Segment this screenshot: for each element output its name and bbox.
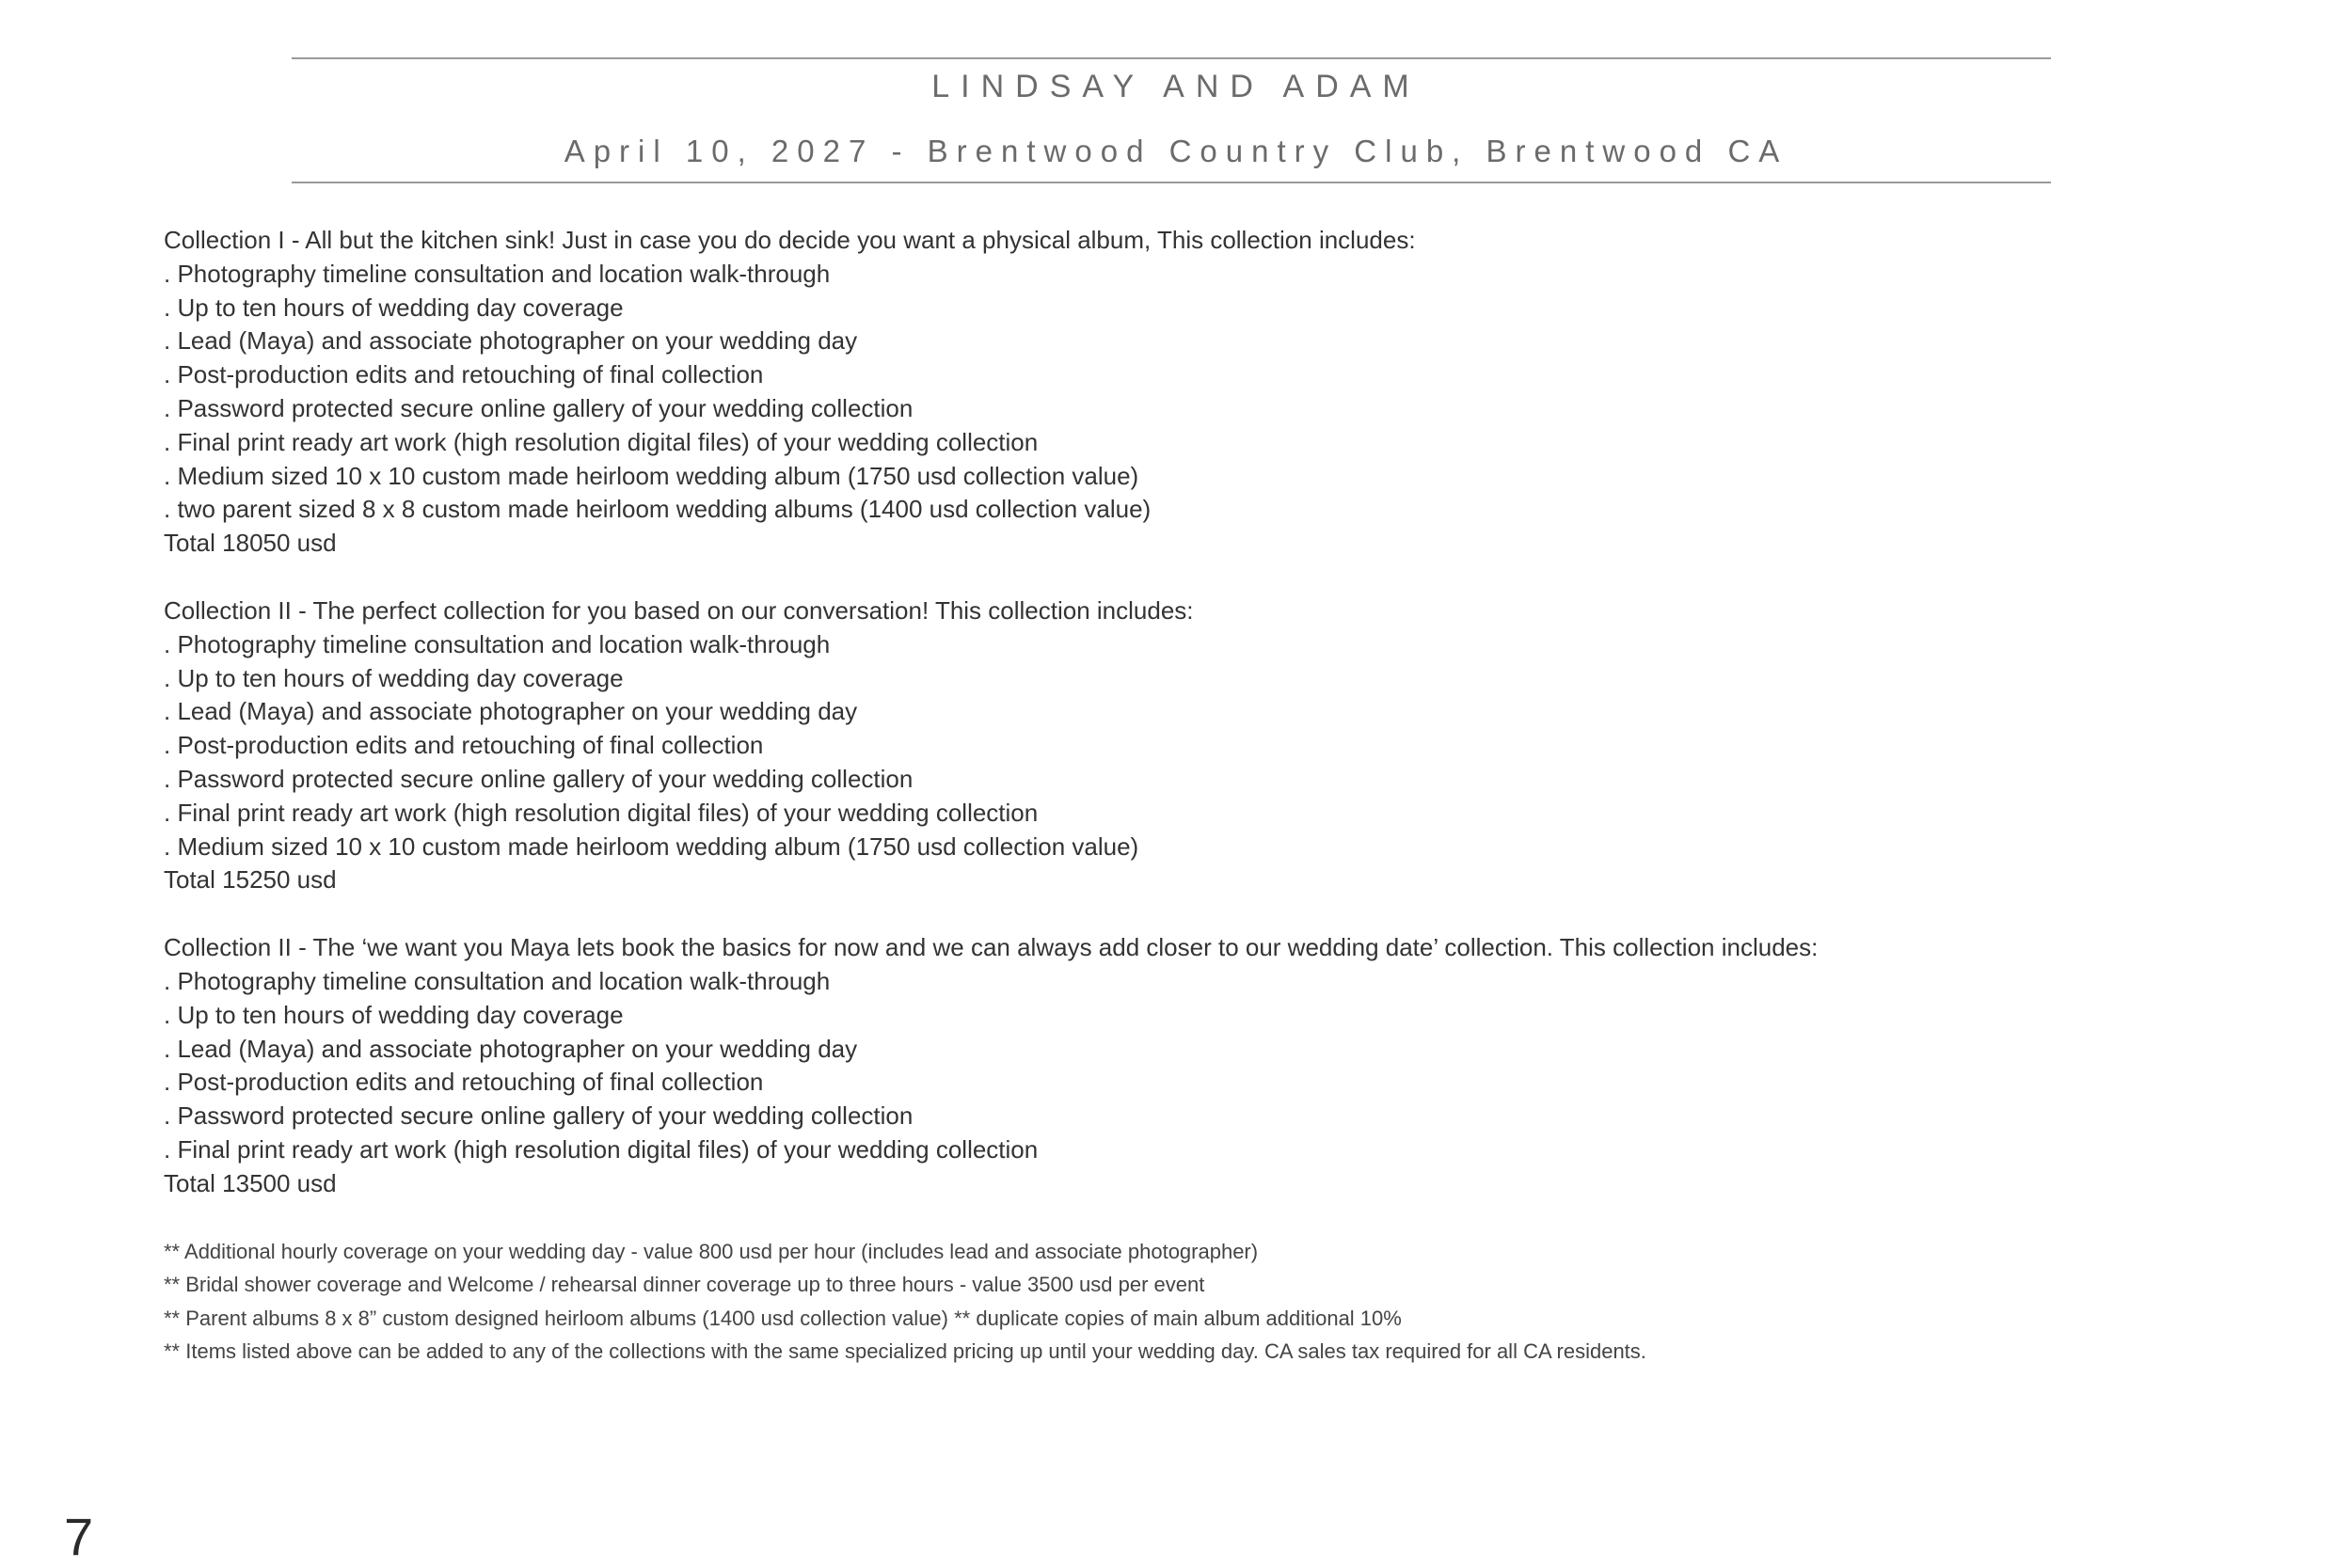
note-item: ** Additional hourly coverage on your wedding day - value 800 usd per hour (includes lead and associate photographer) [164,1239,1259,1263]
list-item: . Medium sized 10 x 10 custom made heirloom wedding album (1750 usd collection value) [164,461,1139,490]
collection-intro: Collection II - The ‘we want you Maya lets book the basics for now and we can always add closer to our wedding date’ collection. This collection includes: [164,933,1819,962]
collection-intro: Collection II - The perfect collection for you based on our conversation! This collection includes: [164,595,1194,625]
collection-total: Total 15250 usd [164,865,337,895]
page-number: 7 [64,1507,94,1566]
note-item: ** Bridal shower coverage and Welcome / rehearsal dinner coverage up to three hours - value 3500 usd per event [164,1273,1205,1297]
list-item: . Password protected secure online gallery of your wedding collection [164,764,914,793]
list-item: . Photography timeline consultation and location walk-through [164,259,831,288]
list-item: . Lead (Maya) and associate photographer on your wedding day [164,326,858,356]
collections-content [164,224,2233,1369]
note-item: ** Parent albums 8 x 8” custom designed heirloom albums (1400 usd collection value) ** duplicate copies of main album additional 10% [164,1306,1402,1330]
collection-1 [164,224,2233,561]
list-item: . Photography timeline consultation and location walk-through [164,629,831,658]
list-item: . Post-production edits and retouching of final collection [164,731,764,760]
list-item: . Final print ready art work (high resolution digital files) of your wedding collection [164,427,1039,456]
list-item: . Post-production edits and retouching of final collection [164,1068,764,1097]
list-item: . Lead (Maya) and associate photographer on your wedding day [164,697,858,726]
list-item: . two parent sized 8 x 8 custom made heirloom wedding albums (1400 usd collection value) [164,495,1152,524]
event-date-venue: April 10, 2027 - Brentwood Country Club, Brentwood CA [564,134,1788,168]
header-bottom-rule [292,182,2051,183]
list-item: . Up to ten hours of wedding day coverage [164,1000,624,1029]
list-item: . Up to ten hours of wedding day coverage [164,293,624,322]
list-item: . Up to ten hours of wedding day coverage [164,663,624,692]
collection-2 [164,594,2233,897]
list-item: . Final print ready art work (high resolution digital files) of your wedding collection [164,798,1039,827]
collection-total: Total 18050 usd [164,529,337,558]
collection-intro: Collection I - All but the kitchen sink! Just in case you do decide you want a physical album, This collection includes: [164,226,1416,254]
list-item: . Post-production edits and retouching of final collection [164,360,764,389]
couple-names: LINDSAY AND ADAM [931,69,1421,104]
list-item: . Lead (Maya) and associate photographer on your wedding day [164,1034,858,1063]
list-item: . Password protected secure online gallery of your wedding collection [164,393,914,422]
list-item: . Password protected secure online gallery of your wedding collection [164,1101,914,1131]
list-item: . Final print ready art work (high resolution digital files) of your wedding collection [164,1134,1039,1164]
additional-notes [164,1235,2233,1369]
header-top-rule [292,57,2051,59]
list-item: . Medium sized 10 x 10 custom made heirloom wedding album (1750 usd collection value) [164,832,1139,861]
note-item: ** Items listed above can be added to any of the collections with the same specialized pricing up until your wedding day. CA sales tax required for all CA residents. [164,1339,1646,1364]
list-item: . Photography timeline consultation and location walk-through [164,966,831,995]
collection-3 [164,931,2233,1200]
collection-total: Total 13500 usd [164,1168,337,1197]
